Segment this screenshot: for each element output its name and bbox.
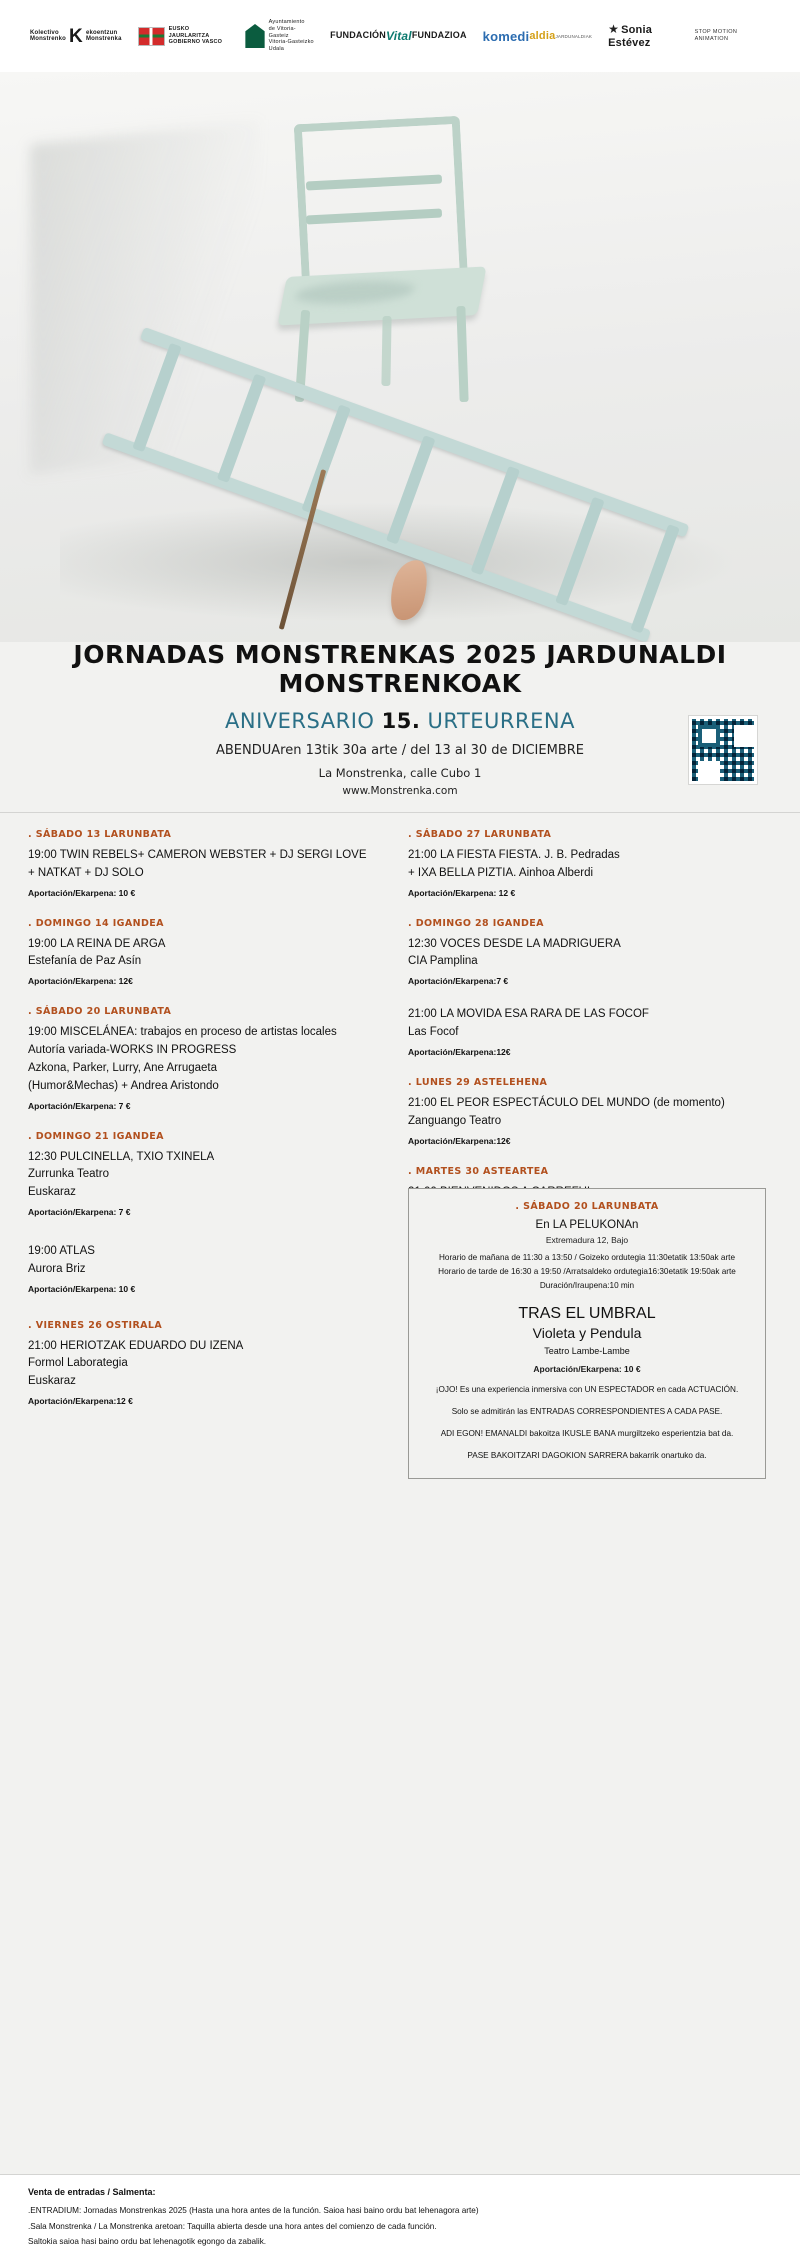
event-price: Aportación/Ekarpena: 12€ xyxy=(28,976,133,987)
sponsor-text: aldia xyxy=(529,29,556,42)
event-date: . DOMINGO 28 IGANDEA xyxy=(408,917,544,929)
sponsor-text: Monstrenka xyxy=(85,36,122,42)
sponsor-text: K xyxy=(69,25,83,47)
footer-line: .ENTRADIUM: Jornadas Monstrenkas 2025 (Hasta una hora antes de la función. Saioa hasi baino ordu bat lehenagora arte) xyxy=(28,2206,479,2216)
event-line: Las Focof xyxy=(408,1026,459,1039)
sponsor-text: Vitoria-Gasteizko xyxy=(268,39,314,46)
event-dates: ABENDUAren 13tik 30a arte / del 13 al 30 de DICIEMBRE xyxy=(216,743,584,758)
event-date: . LUNES 29 ASTELEHENA xyxy=(408,1076,548,1088)
footer-line: .Sala Monstrenka / La Monstrenka aretoan: Taquilla abierta desde una hora antes del comienzo de cada función. xyxy=(28,2221,437,2231)
star-icon: ★ xyxy=(608,21,620,36)
event-line: Euskaraz xyxy=(28,1186,76,1199)
hero-photo xyxy=(0,72,800,642)
sponsor-text: Udala xyxy=(268,46,285,53)
kolektibo-monstrenka-logo xyxy=(30,27,122,46)
event-item xyxy=(408,829,758,898)
event-line: + IXA BELLA PIZTIA. Ainhoa Alberdi xyxy=(408,866,594,879)
sponsor-text: Vital xyxy=(385,28,412,43)
special-event-schedule-afternoon: Horario de tarde de 16:30 a 19:50 /Arratsaldeko ordutegia16:30etatik 19:50ak arte xyxy=(438,1266,736,1276)
sponsor-text: komedi xyxy=(482,28,530,44)
fundacion-vital-logo xyxy=(330,30,467,43)
special-event-note-4: PASE BAKOITZARI DAGOKION SARRERA bakarrik onartuko da. xyxy=(467,1451,707,1461)
event-line: 21:00 LA MOVIDA ESA RARA DE LAS FOCOF xyxy=(408,1008,649,1021)
event-date: . SÁBADO 20 LARUNBATA xyxy=(28,1006,172,1018)
event-item xyxy=(408,918,758,987)
ticket-sales-footer xyxy=(0,2174,800,2263)
qr-code[interactable] xyxy=(689,716,757,784)
sponsor-text: FUNDACIÓN xyxy=(330,30,386,41)
sponsor-text: FUNDAZIOA xyxy=(411,30,467,41)
sponsor-text: STOP MOTION ANIMATION xyxy=(694,29,738,42)
anniversary-pre: ANIVERSARIO xyxy=(225,709,375,733)
event-line: 21:00 EL PEOR ESPECTÁCULO DEL MUNDO (de momento) xyxy=(408,1096,725,1109)
event-line: Azkona, Parker, Lurry, Ane Arrugaeta xyxy=(28,1061,218,1074)
special-event-date: . SÁBADO 20 LARUNBATA xyxy=(515,1201,659,1212)
event-price: Aportación/Ekarpena:12 € xyxy=(28,1396,133,1406)
event-item xyxy=(28,829,378,898)
event-item xyxy=(408,1077,758,1146)
event-line: 19:00 LA REINA DE ARGA xyxy=(28,937,166,950)
programme-section xyxy=(0,812,800,2163)
anniversary-post: URTEURRENA xyxy=(427,709,575,733)
event-line: 19:00 ATLAS xyxy=(28,1244,95,1257)
sponsor-text: ekoentzun xyxy=(85,29,118,36)
event-price: Aportación/Ekarpena:12€ xyxy=(408,1046,511,1057)
event-line: Formol Laborategia xyxy=(28,1357,128,1370)
event-date: . DOMINGO 21 IGANDEA xyxy=(28,1130,164,1142)
event-price: Aportación/Ekarpena: 7 € xyxy=(28,1206,131,1217)
special-event-note-1: ¡OJO! Es una experiencia inmersiva con UN ESPECTADOR en cada ACTUACIÓN. xyxy=(435,1384,739,1394)
special-event-company: Teatro Lambe-Lambe xyxy=(544,1345,630,1356)
event-date: . VIERNES 26 OSTIRALA xyxy=(28,1319,163,1331)
special-event-duration: Duración/Iraupena:10 min xyxy=(539,1280,635,1290)
special-event-address: Extremadura 12, Bajo xyxy=(545,1235,629,1245)
event-price: Aportación/Ekarpena: 7 € xyxy=(28,1100,131,1111)
event-price: Aportación/Ekarpena:7 € xyxy=(408,976,509,987)
special-event-venue: En LA PELUKONAn xyxy=(535,1219,639,1231)
sonia-estevez-logo xyxy=(608,22,770,50)
sponsor-text: Kolectivo xyxy=(30,29,59,36)
event-date: . DOMINGO 14 IGANDEA xyxy=(28,917,164,929)
eusko-jaurlaritza-logo xyxy=(138,26,230,46)
event-item xyxy=(28,1243,378,1294)
event-line: Aurora Briz xyxy=(28,1262,86,1275)
event-item xyxy=(28,1320,378,1406)
footer-line: Saltokia saioa hasi baino ordu bat lehenagotik egongo da zabalik. xyxy=(28,2236,267,2246)
special-event-box xyxy=(408,1188,766,1479)
event-price: Aportación/Ekarpena: 10 € xyxy=(28,1283,136,1294)
event-price: Aportación/Ekarpena:12€ xyxy=(408,1135,511,1146)
sponsor-text: Ayuntamiento xyxy=(268,18,305,25)
sponsor-text: de Vitoria-Gasteiz xyxy=(268,25,296,39)
sponsor-text: GOBIERNO VASCO xyxy=(168,39,223,46)
event-item xyxy=(408,1006,758,1057)
special-event-price: Aportación/Ekarpena: 10 € xyxy=(533,1363,641,1374)
page-title: JORNADAS MONSTRENKAS 2025 JARDUNALDI MONSTRENKOAK xyxy=(73,640,727,698)
event-line: + NATKAT + DJ SOLO xyxy=(28,866,144,879)
city-crest-icon xyxy=(245,24,264,48)
special-event-schedule-morning: Horario de mañana de 11:30 a 13:50 / Goizeko ordutegia 11:30etatik 13:50ak arte xyxy=(438,1253,735,1262)
special-event-subtitle: Violeta y Pendula xyxy=(532,1324,642,1341)
event-line: Euskaraz xyxy=(28,1375,76,1388)
anniversary-line xyxy=(0,709,800,733)
event-line: Zurrunka Teatro xyxy=(28,1168,109,1181)
event-item xyxy=(28,1131,378,1217)
event-price: Aportación/Ekarpena: 12 € xyxy=(408,887,516,898)
event-line: 21:00 LA FIESTA FIESTA. J. B. Pedradas xyxy=(408,849,620,861)
title-block xyxy=(0,640,800,797)
special-event-note-3: ADI EGON! EMANALDI bakoitza IKUSLE BANA murgiltzeko esperientzia bat da. xyxy=(440,1429,734,1439)
event-line: (Humor&Mechas) + Andrea Aristondo xyxy=(28,1079,219,1092)
sponsor-text: Monstrenko xyxy=(30,36,67,42)
sponsor-text: Sonia Estévez xyxy=(608,23,653,49)
event-item xyxy=(28,918,378,987)
special-event-note-2: Solo se admitirán las ENTRADAS CORRESPONDIENTES A CADA PASE. xyxy=(451,1406,723,1416)
event-line: 21:00 HERIOTZAK EDUARDO DU IZENA xyxy=(28,1339,244,1352)
programme-column-left xyxy=(28,829,378,1426)
chair-illustration xyxy=(262,120,512,420)
event-date: . SÁBADO 27 LARUNBATA xyxy=(408,829,552,840)
vitoria-gasteiz-logo xyxy=(245,19,314,53)
special-event-title: TRAS EL UMBRAL xyxy=(518,1304,656,1322)
event-line: Estefanía de Paz Asín xyxy=(28,955,142,968)
website-url: www.Monstrenka.com xyxy=(342,785,458,797)
event-price: Aportación/Ekarpena: 10 € xyxy=(28,887,136,898)
basque-flag-icon xyxy=(138,27,165,46)
event-venue: La Monstrenka, calle Cubo 1 xyxy=(318,766,482,780)
event-line: 19:00 TWIN REBELS+ CAMERON WEBSTER + DJ SERGI LOVE xyxy=(28,849,367,861)
event-line: 12:30 PULCINELLA, TXIO TXINELA xyxy=(28,1150,215,1163)
sponsor-logo-bar xyxy=(0,0,800,72)
event-line: 19:00 MISCELÁNEA: trabajos en proceso de artistas locales xyxy=(28,1026,337,1039)
event-line: Zanguango Teatro xyxy=(408,1114,502,1127)
sponsor-text: EUSKO JAURLARITZA xyxy=(168,26,210,39)
sponsor-text: JARDUNALDIAK xyxy=(555,33,593,39)
footer-title: Venta de entradas / Salmenta: xyxy=(28,2187,156,2198)
event-item xyxy=(28,1006,378,1110)
komedi-aldia-logo xyxy=(483,30,592,43)
event-line: CIA Pamplina xyxy=(408,955,478,968)
event-date: . MARTES 30 ASTEARTEA xyxy=(408,1165,549,1177)
event-line: Autoría variada-WORKS IN PROGRESS xyxy=(28,1044,237,1057)
anniversary-number: 15. xyxy=(381,709,421,733)
event-date: . SÁBADO 13 LARUNBATA xyxy=(28,829,172,840)
event-line: 12:30 VOCES DESDE LA MADRIGUERA xyxy=(408,937,621,950)
